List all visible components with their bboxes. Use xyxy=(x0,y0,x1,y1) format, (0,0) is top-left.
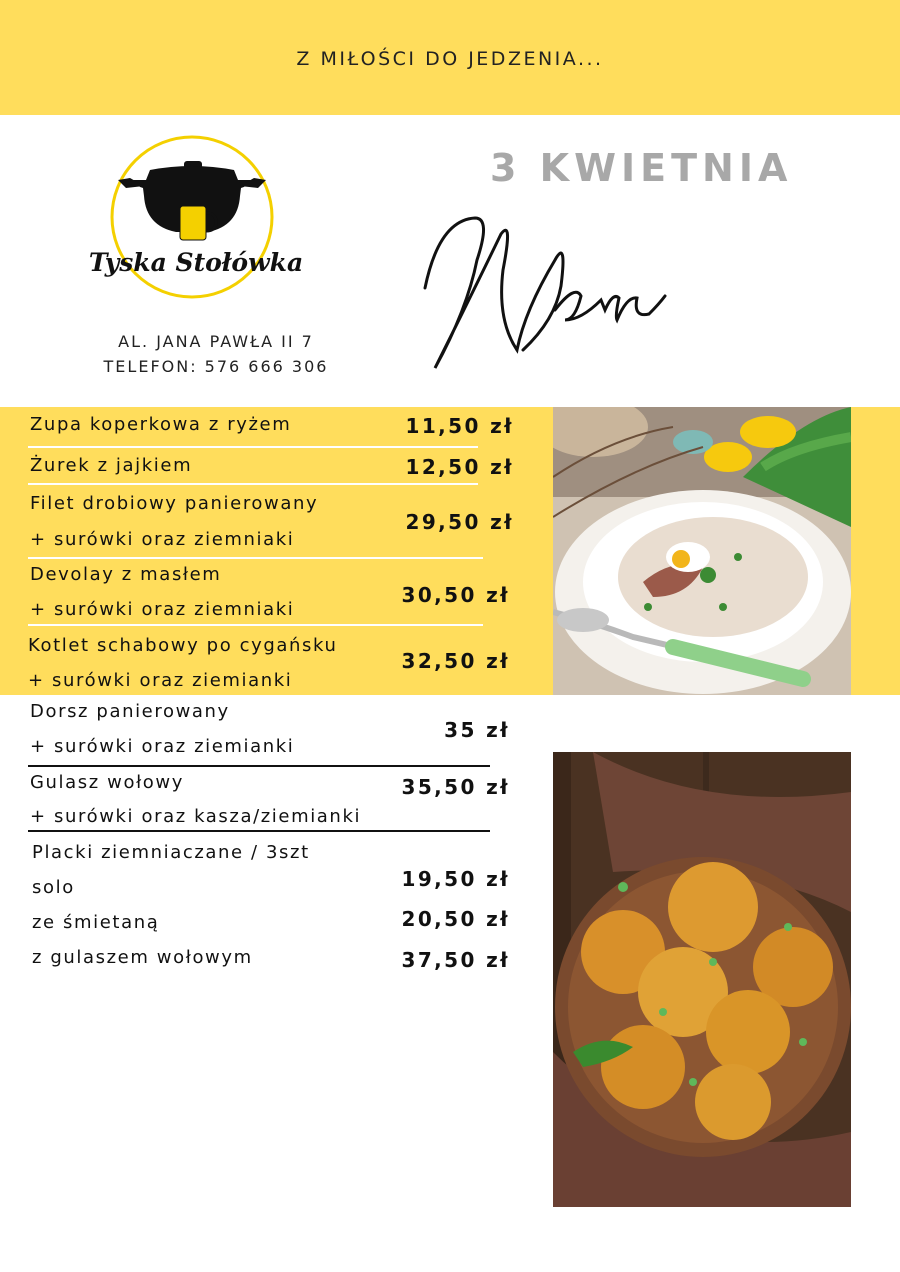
menu-item-name: Filet drobiowy panierowany xyxy=(30,493,319,514)
menu-option-price: 20,50 zł xyxy=(401,907,510,931)
menu-item-sub: + surówki oraz kasza/ziemianki xyxy=(30,806,362,827)
menu-item-name: Dorsz panierowany xyxy=(30,701,230,722)
menu-item-sub: + surówki oraz ziemniaki xyxy=(30,599,295,620)
menu-item-name: Zupa koperkowa z ryżem xyxy=(30,414,292,435)
menu-option-label: z gulaszem wołowym xyxy=(32,947,253,968)
menu-item-name: Devolay z masłem xyxy=(30,564,222,585)
menu-date: 3 KWIETNIA xyxy=(490,146,793,190)
menu-item-price: 12,50 zł xyxy=(405,455,514,479)
menu-title-script xyxy=(405,200,685,380)
menu-item-sub: + surówki oraz ziemniaki xyxy=(30,529,295,550)
tyska-stolowka-logo xyxy=(88,126,318,312)
phone-text: TELEFON: 576 666 306 xyxy=(103,357,329,376)
divider xyxy=(28,765,490,767)
menu-item-name: Gulasz wołowy xyxy=(30,772,184,793)
menu-item-price: 32,50 zł xyxy=(401,649,510,673)
divider xyxy=(28,557,483,559)
menu-item-sub: + surówki oraz ziemianki xyxy=(30,736,295,757)
divider xyxy=(28,624,483,626)
menu-option-price: 19,50 zł xyxy=(401,867,510,891)
potato-pancakes-photo xyxy=(553,752,851,1207)
menu-item-price: 11,50 zł xyxy=(405,414,514,438)
menu-item-price: 30,50 zł xyxy=(401,583,510,607)
menu-item-price: 29,50 zł xyxy=(405,510,514,534)
menu-option-price: 37,50 zł xyxy=(401,948,510,972)
menu-option-label: ze śmietaną xyxy=(32,912,160,933)
menu-item-price: 35,50 zł xyxy=(401,775,510,799)
soup-photo xyxy=(553,407,851,695)
menu-item-price: 35 zł xyxy=(444,718,510,742)
menu-item-name: Żurek z jajkiem xyxy=(30,455,193,476)
divider xyxy=(28,483,478,485)
divider xyxy=(28,830,490,832)
tagline: Z MIŁOŚCI DO JEDZENIA... xyxy=(296,48,604,70)
divider xyxy=(28,446,478,448)
brand-name: Tyska Stołówka xyxy=(88,248,304,277)
menu-item-name: Placki ziemniaczane / 3szt xyxy=(32,842,310,863)
menu-item-name: Kotlet schabowy po cygańsku xyxy=(28,635,338,656)
menu-option-label: solo xyxy=(32,877,75,898)
menu-item-sub: + surówki oraz ziemianki xyxy=(28,670,293,691)
address-text: AL. JANA PAWŁA II 7 xyxy=(118,332,314,351)
